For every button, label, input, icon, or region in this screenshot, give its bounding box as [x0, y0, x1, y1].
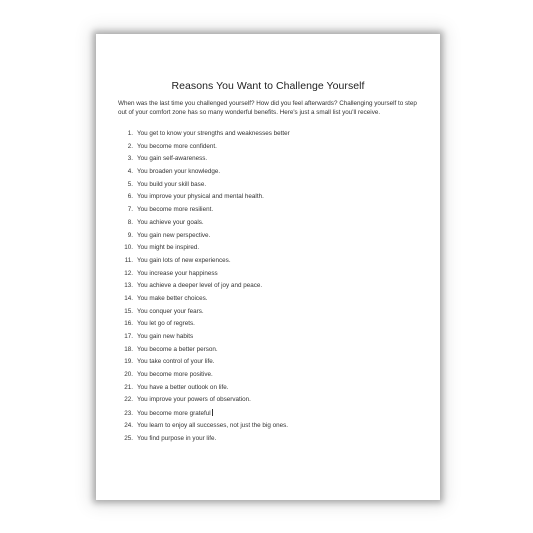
list-item-text: You have a better outlook on life. — [137, 383, 229, 391]
intro-paragraph: When was the last time you challenged yourself? How did you feel afterwards? Challenging yourself to step out of your comfort zone has so many wonderful benefits. Here's just a small list you'll receive. — [118, 100, 417, 116]
list-item-number: 20. — [124, 371, 133, 379]
list-item-text: You get to know your strengths and weaknesses better — [137, 130, 290, 137]
list-item — [120, 130, 290, 143]
list-item-number: 18. — [124, 345, 133, 353]
list-item — [120, 282, 290, 295]
list-item-number: 9. — [127, 231, 133, 239]
list-item-number: 23. — [124, 410, 133, 418]
list-item-text: You improve your physical and mental health. — [137, 193, 264, 201]
list-item-number: 17. — [124, 333, 133, 340]
list-item-text: You improve your powers of observation. — [137, 396, 251, 404]
list-item-number: 5. — [127, 180, 133, 188]
list-item — [120, 396, 290, 409]
list-item-number: 1. — [127, 130, 133, 137]
list-item-text: You become more confident. — [137, 142, 217, 150]
list-item-text: You gain new perspective. — [137, 231, 211, 239]
list-item — [120, 435, 290, 448]
list-item — [120, 358, 290, 371]
list-item-text: You take control of your life. — [137, 358, 215, 366]
list-item-text: You become more grateful — [137, 410, 211, 418]
list-item — [120, 295, 290, 308]
list-item-text: You become more positive. — [137, 371, 213, 379]
list-item — [120, 168, 290, 181]
list-item — [120, 384, 290, 397]
list-item — [120, 257, 290, 270]
list-item-number: 19. — [124, 358, 133, 366]
list-item-text: You might be inspired. — [137, 244, 200, 252]
list-item-text: You increase your happiness — [137, 269, 218, 277]
list-item — [120, 143, 290, 156]
list-item-text: You broaden your knowledge. — [137, 168, 221, 176]
list-item — [120, 270, 290, 283]
list-item-number: 14. — [124, 294, 133, 302]
list-item-text: You make better choices. — [137, 294, 208, 302]
list-item-number: 22. — [124, 396, 133, 404]
list-item — [120, 219, 290, 232]
text-cursor — [212, 409, 213, 416]
list-item — [120, 181, 290, 194]
list-item-text: You conquer your fears. — [137, 307, 204, 315]
list-item-number: 15. — [124, 307, 133, 315]
list-item — [120, 193, 290, 206]
list-item-text: You become more resilient. — [137, 206, 214, 214]
list-item-number: 11. — [124, 256, 133, 264]
list-item-text: You build your skill base. — [137, 180, 207, 188]
list-item — [120, 155, 290, 168]
list-item-number: 10. — [124, 244, 133, 252]
list-item — [120, 422, 290, 435]
list-item — [120, 244, 290, 257]
list-item-number: 6. — [127, 193, 133, 201]
list-item-number: 25. — [124, 434, 133, 442]
list-item — [120, 206, 290, 219]
list-item — [120, 333, 290, 346]
list-item-number: 24. — [124, 421, 133, 429]
document-page — [96, 34, 440, 500]
list-item-text: You let go of regrets. — [137, 320, 195, 328]
list-item-text: You gain new habits — [137, 333, 194, 340]
list-item — [120, 371, 290, 384]
list-item-number: 12. — [124, 269, 133, 277]
list-item-text: You become a better person. — [137, 345, 218, 353]
reasons-list — [120, 130, 290, 447]
list-item-text: You achieve a deeper level of joy and peace. — [137, 282, 263, 290]
list-item-text: You achieve your goals. — [137, 218, 204, 226]
list-item — [120, 320, 290, 333]
document-title: Reasons You Want to Challenge Yourself — [171, 80, 365, 92]
list-item-number: 4. — [127, 168, 133, 176]
list-item — [120, 346, 290, 359]
list-item-number: 7. — [127, 206, 133, 214]
list-item — [120, 409, 290, 422]
list-item-number: 3. — [127, 155, 133, 163]
list-item — [120, 232, 290, 245]
list-item-text: You gain lots of new experiences. — [137, 256, 231, 264]
list-item-number: 2. — [127, 142, 133, 150]
list-item-text: You gain self-awareness. — [137, 155, 208, 163]
list-item-number: 16. — [124, 320, 133, 328]
list-item-text: You find purpose in your life. — [137, 434, 217, 442]
list-item-number: 13. — [124, 282, 133, 290]
list-item-number: 8. — [127, 218, 133, 226]
list-item — [120, 308, 290, 321]
list-item-number: 21. — [124, 383, 133, 391]
list-item-text: You learn to enjoy all successes, not just the big ones. — [137, 421, 288, 429]
